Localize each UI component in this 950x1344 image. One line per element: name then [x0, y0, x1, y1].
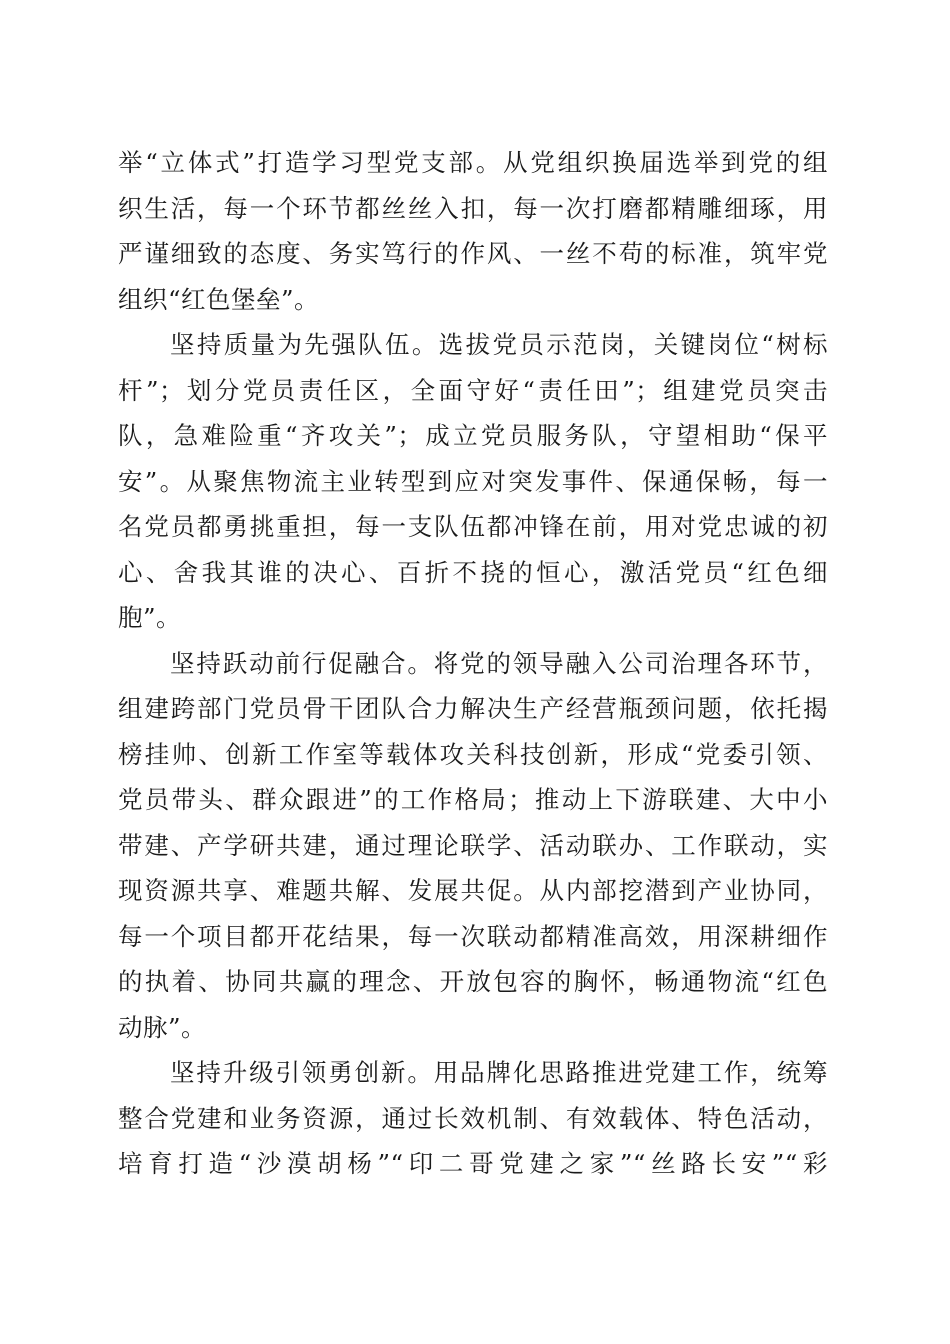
text-line: 组建跨部门党员骨干团队合力解决生产经营瓶颈问题，依托揭 — [118, 694, 828, 723]
text-line: 织生活，每一个环节都丝丝入扣，每一次打磨都精雕细琢，用 — [118, 193, 828, 223]
text-line: 举“立体式”打造学习型党支部。从党组织换届选举到党的组 — [118, 148, 828, 177]
text-line: 的执着、协同共赢的理念、开放包容的胸怀，畅通物流“红色 — [118, 967, 828, 996]
text-line: 安”。从聚焦物流主业转型到应对突发事件、保通保畅，每一 — [118, 466, 828, 496]
document-body — [118, 140, 828, 1187]
text-line: 杆”；划分党员责任区，全面守好“责任田”；组建党员突击 — [118, 375, 828, 405]
paragraph-first-line: 坚持质量为先强队伍。选拔党员示范岗，关键岗位“树标 — [170, 330, 828, 359]
text-line: 名党员都勇挑重担，每一支队伍都冲锋在前，用对党忠诚的初 — [118, 512, 828, 541]
text-line: 每一个项目都开花结果，每一次联动都精准高效，用深耕细作 — [118, 921, 828, 951]
text-line: 组织“红色堡垒”。 — [118, 284, 320, 314]
text-line: 整合党建和业务资源，通过长效机制、有效载体、特色活动， — [118, 1103, 828, 1133]
text-line: 队，急难险重“齐攻关”；成立党员服务队，守望相助“保平 — [118, 421, 828, 450]
text-line: 心、舍我其谁的决心、百折不挠的恒心，激活党员“红色细 — [118, 557, 828, 587]
paragraph-first-line: 坚持跃动前行促融合。将党的领导融入公司治理各环节， — [170, 648, 828, 678]
text-line: 榜挂帅、创新工作室等载体攻关科技创新，形成“党委引领、 — [118, 739, 828, 769]
text-line: 动脉”。 — [118, 1012, 207, 1042]
text-line: 党员带头、群众跟进”的工作格局；推动上下游联建、大中小 — [118, 785, 828, 814]
text-line: 现资源共享、难题共解、发展共促。从内部挖潜到产业协同， — [118, 876, 828, 905]
text-line: 胞”。 — [118, 603, 182, 632]
text-line: 培育打造“沙漠胡杨”“印二哥党建之家”“丝路长安”“彩 — [118, 1149, 828, 1178]
text-line: 严谨细致的态度、务实笃行的作风、一丝不苟的标准，筑牢党 — [118, 239, 828, 268]
text-line: 带建、产学研共建，通过理论联学、活动联办、工作联动，实 — [118, 830, 828, 860]
paragraph-first-line: 坚持升级引领勇创新。用品牌化思路推进党建工作，统筹 — [170, 1058, 828, 1087]
